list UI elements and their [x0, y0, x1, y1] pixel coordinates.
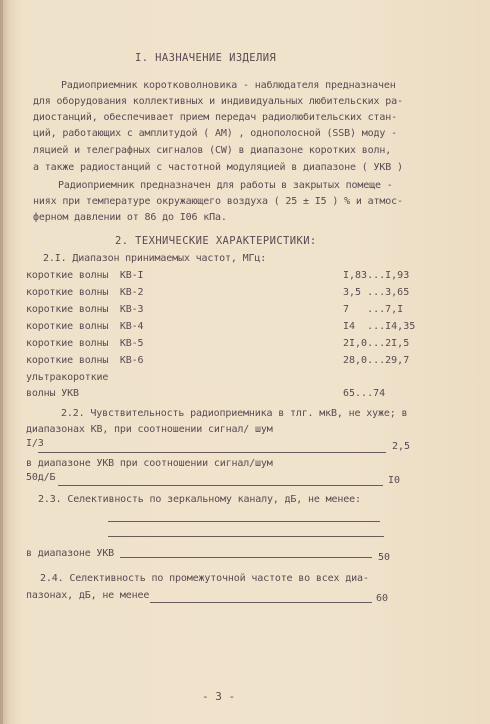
band-label-kv1: короткие волны КВ-I [26, 270, 144, 281]
item-2-3: 2.3. Селективность по зеркальному каналу, дБ, не менее: [38, 494, 361, 505]
value-2-3: 50 [378, 552, 391, 563]
para1-line-4: ций, работающих с амплитудой ( AM) , однополосной (SSB) моду - [33, 128, 397, 139]
item-2-4-line-2: пазонах, дБ, не менее [26, 590, 150, 601]
ratio-ukv: 50д/Б [26, 472, 56, 483]
item-2-1: 2.I. Диапазон принимаемых частот, МГц: [43, 253, 267, 264]
band-range-kv4: I4 ...I4,35 [343, 321, 416, 332]
band-label-kv5: короткие волны КВ-5 [26, 338, 144, 349]
ukv-ratio-text: в диапазоне УКВ при соотношении сигнал/шум [26, 458, 273, 469]
item-2-2-line-2: диапазонах КВ, при соотношении сигнал/ шум [26, 424, 273, 435]
ukv-label-line-2: волны УКВ [26, 388, 79, 399]
band-label-kv4: короткие волны КВ-4 [26, 321, 144, 332]
binding-fold [0, 0, 3, 724]
para1-line-2: для оборудования коллективных и индивидуальных любительских ра- [33, 96, 403, 107]
para1-line-6: а также радиостанций с частотной модуляцией в диапазоне ( УКВ ) [33, 162, 403, 173]
band-range-kv6: 28,0...29,7 [343, 355, 410, 366]
fill-rule-2-3 [120, 557, 372, 558]
band-range-kv5: 2I,0...2I,5 [343, 338, 410, 349]
para1-line-5: ляцией и телеграфных сигналов (CW) в диапазоне коротких волн, [33, 145, 392, 156]
ukv-label-line-1: ультракороткие [26, 372, 109, 383]
band-label-kv3: короткие волны КВ-3 [26, 304, 144, 315]
ratio-kv: I/3 [26, 438, 44, 449]
para2-line-3: ферном давлении от 86 до I06 кПа. [33, 212, 227, 223]
blank-line-1 [108, 521, 380, 522]
band-label-kv2: короткие волны КВ-2 [26, 287, 144, 298]
para1-line-1: Радиоприемник коротковолновика - наблюдателя предназначен [61, 80, 396, 91]
para2-line-1: Радиоприемник предназначен для работы в закрытых помеще - [58, 180, 393, 191]
band-range-kv3: 7 ...7,I [343, 304, 404, 315]
page-number: - 3 - [202, 690, 236, 703]
fill-rule-kv [38, 452, 386, 453]
band-range-kv2: 3,5 ...3,65 [343, 287, 410, 298]
para2-line-2: ниях при температуре окружающего воздуха ( 25 ± I5 ) % и атмос- [33, 196, 403, 207]
item-2-4-line-1: 2.4. Селективность по промежуточной частоте во всех диа- [40, 573, 369, 584]
band-label-kv6: короткие волны КВ-6 [26, 355, 144, 366]
value-kv: 2,5 [392, 441, 411, 452]
section-1-heading: I. НАЗНАЧЕНИЕ ИЗДЕЛИЯ [135, 52, 277, 64]
item-2-3-ukv: в диапазоне УКВ [26, 548, 115, 559]
fill-rule-2-4 [150, 602, 372, 603]
fill-rule-ukv [58, 485, 383, 486]
value-ukv: I0 [388, 475, 401, 486]
band-range-kv1: I,83...I,93 [343, 270, 410, 281]
item-2-2-line-1: 2.2. Чувствительность радиоприемника в тлг. мкВ, не хуже; в [61, 408, 408, 419]
para1-line-3: диостанций, обеспечивает прием передач радиолюбительских стан- [33, 112, 397, 123]
section-2-heading: 2. ТЕХНИЧЕСКИЕ ХАРАКТЕРИСТИКИ: [115, 235, 317, 247]
ukv-range: 65...74 [343, 388, 386, 399]
value-2-4: 60 [376, 593, 389, 604]
blank-line-2 [108, 536, 384, 537]
